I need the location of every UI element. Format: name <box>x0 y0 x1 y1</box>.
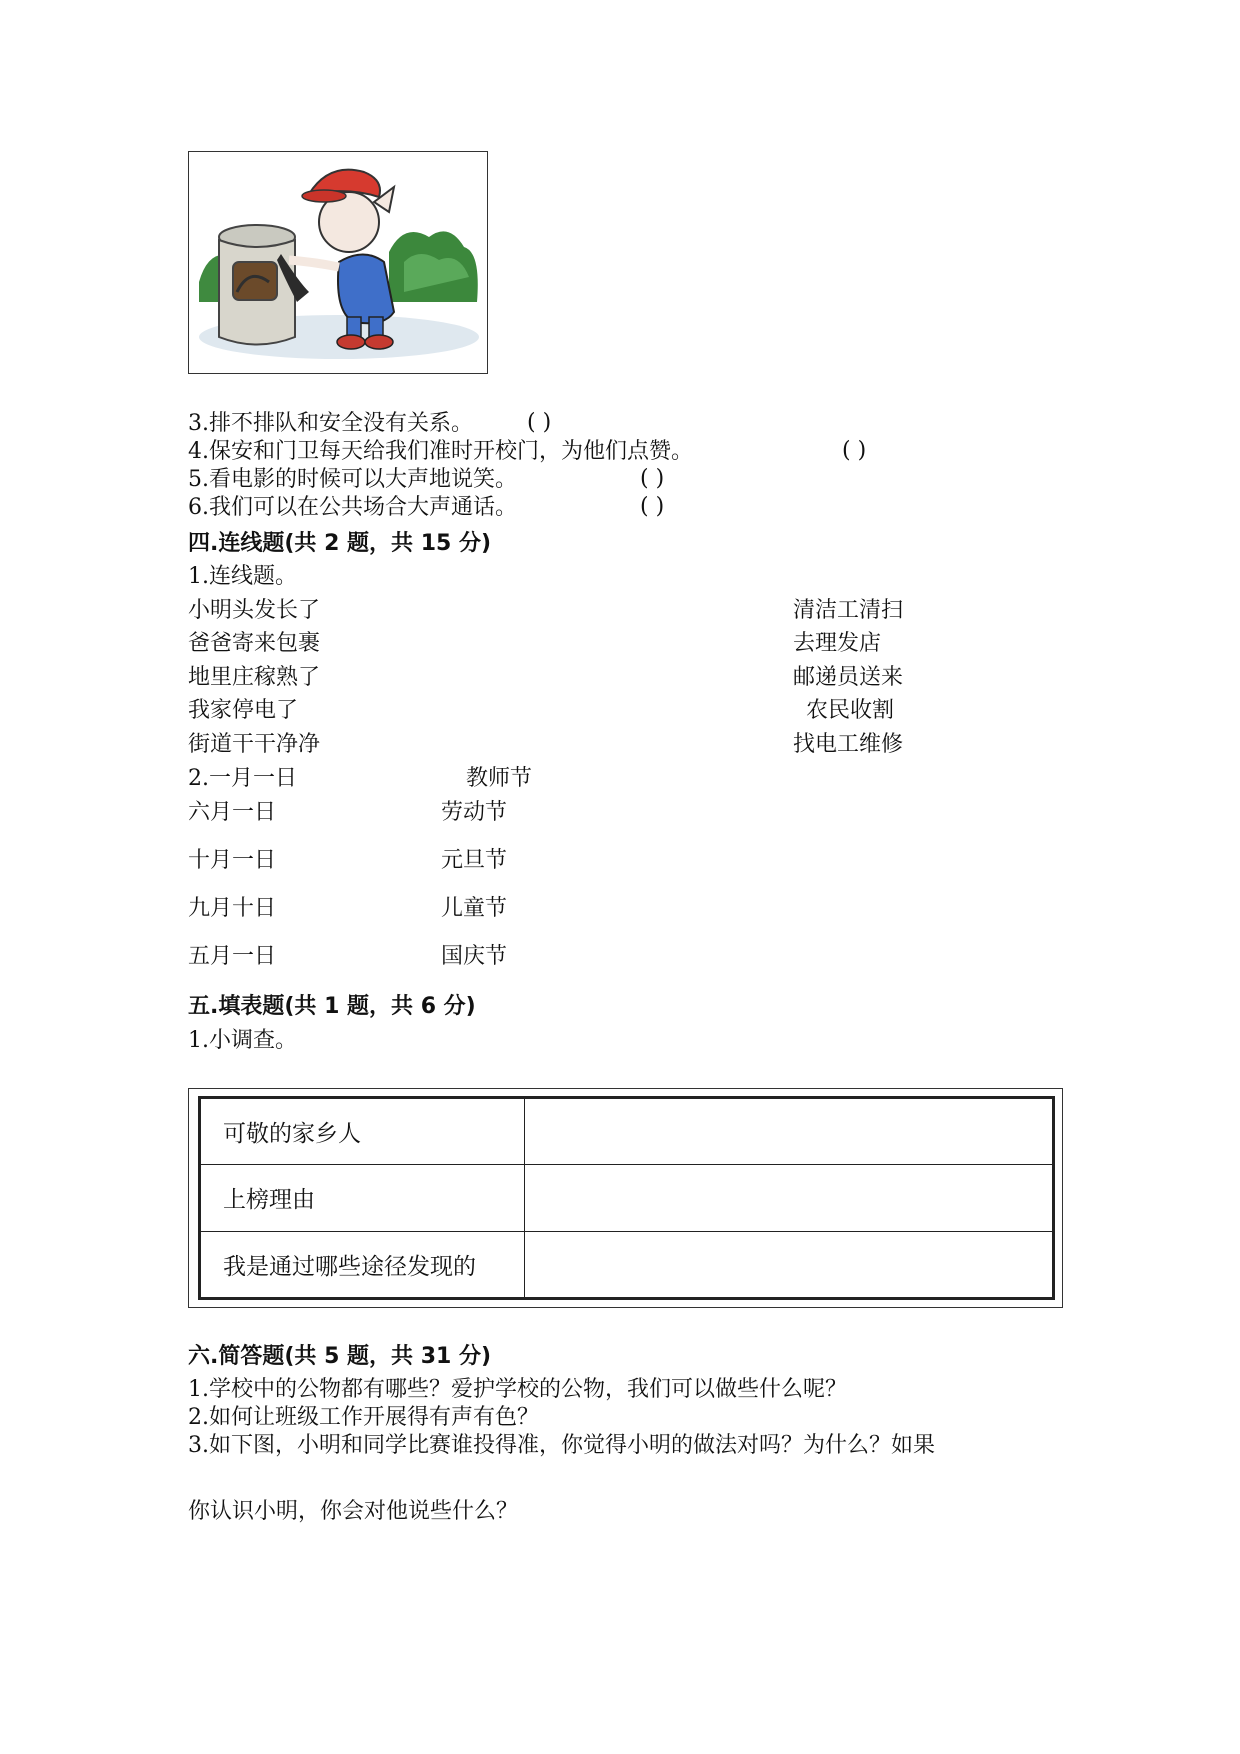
matching-right-item[interactable]: 邮递员送来 <box>793 665 904 690</box>
short-answer-q2: 2.如何让班级工作开展得有声有色？ <box>188 1405 539 1430</box>
table-row <box>201 1231 1053 1297</box>
tf-item-3-blank[interactable]: ( ) <box>527 410 552 435</box>
tf-item-6-text: 6.我们可以在公共场合大声通话。 <box>188 495 517 520</box>
short-answer-q1: 1.学校中的公物都有哪些？爱护学校的公物，我们可以做些什么呢？ <box>188 1377 847 1402</box>
table-row-label: 上榜理由 <box>201 1165 525 1231</box>
tf-item-6 <box>188 494 517 522</box>
pig-throwing-trash-icon <box>189 152 487 373</box>
date-left-item[interactable]: 九月十日 <box>188 896 277 921</box>
survey-table <box>188 1088 1063 1308</box>
date-left-item[interactable]: 2.一月一日 <box>188 766 297 791</box>
table-row <box>201 1099 1053 1165</box>
tf-item-4-text: 4.保安和门卫每天给我们准时开校门，为他们点赞。 <box>188 439 693 464</box>
tf-item-3 <box>188 410 473 438</box>
matching-left-item[interactable]: 我家停电了 <box>188 698 299 723</box>
matching-right-item[interactable]: 找电工维修 <box>793 732 904 757</box>
table-answer-cell[interactable] <box>525 1231 1053 1297</box>
tf-item-6-blank[interactable]: ( ) <box>640 494 665 519</box>
tf-item-5 <box>188 466 517 494</box>
survey-q1-title: 1.小调查。 <box>188 1028 297 1053</box>
matching-left-item[interactable]: 爸爸寄来包裹 <box>188 631 321 656</box>
festival-right-item[interactable]: 国庆节 <box>441 944 508 969</box>
matching-right-item[interactable]: 农民收割 <box>806 698 895 723</box>
matching-left-item[interactable]: 地里庄稼熟了 <box>188 665 321 690</box>
section6-heading: 六.简答题(共 5 题，共 31 分) <box>188 1344 492 1369</box>
table-row-label: 我是通过哪些途径发现的 <box>201 1231 525 1297</box>
matching-right-item[interactable]: 清洁工清扫 <box>793 598 904 623</box>
short-answer-q3-continued: 你认识小明，你会对他说些什么？ <box>188 1499 519 1524</box>
table-row <box>201 1165 1053 1231</box>
matching-right-item[interactable]: 去理发店 <box>793 631 882 656</box>
date-left-item[interactable]: 十月一日 <box>188 848 277 873</box>
tf-item-5-text: 5.看电影的时候可以大声地说笑。 <box>188 467 517 492</box>
festival-right-item[interactable]: 儿童节 <box>441 896 508 921</box>
table-answer-cell[interactable] <box>525 1099 1053 1165</box>
festival-right-item[interactable]: 教师节 <box>466 766 533 791</box>
tf-item-4-blank[interactable]: ( ) <box>842 438 867 463</box>
matching-q1-title: 1.连线题。 <box>188 564 297 589</box>
section5-heading: 五.填表题(共 1 题，共 6 分) <box>188 994 476 1019</box>
matching-left-item[interactable]: 街道干干净净 <box>188 732 321 757</box>
date-left-item[interactable]: 五月一日 <box>188 944 277 969</box>
tf-item-5-blank[interactable]: ( ) <box>640 466 665 491</box>
short-answer-q3: 3.如下图，小明和同学比赛谁投得准，你觉得小明的做法对吗？为什么？如果 <box>188 1433 935 1458</box>
section4-heading: 四.连线题(共 2 题，共 15 分) <box>188 531 492 556</box>
date-left-item[interactable]: 六月一日 <box>188 800 277 825</box>
matching-left-item[interactable]: 小明头发长了 <box>188 598 321 623</box>
festival-right-item[interactable]: 劳动节 <box>441 800 508 825</box>
tf-item-3-text: 3.排不排队和安全没有关系。 <box>188 411 473 436</box>
festival-right-item[interactable]: 元旦节 <box>441 848 508 873</box>
table-answer-cell[interactable] <box>525 1165 1053 1231</box>
pig-trash-illustration <box>188 151 488 374</box>
survey-table-inner <box>198 1096 1055 1300</box>
table-row-label: 可敬的家乡人 <box>201 1099 525 1165</box>
tf-item-4 <box>188 438 693 466</box>
